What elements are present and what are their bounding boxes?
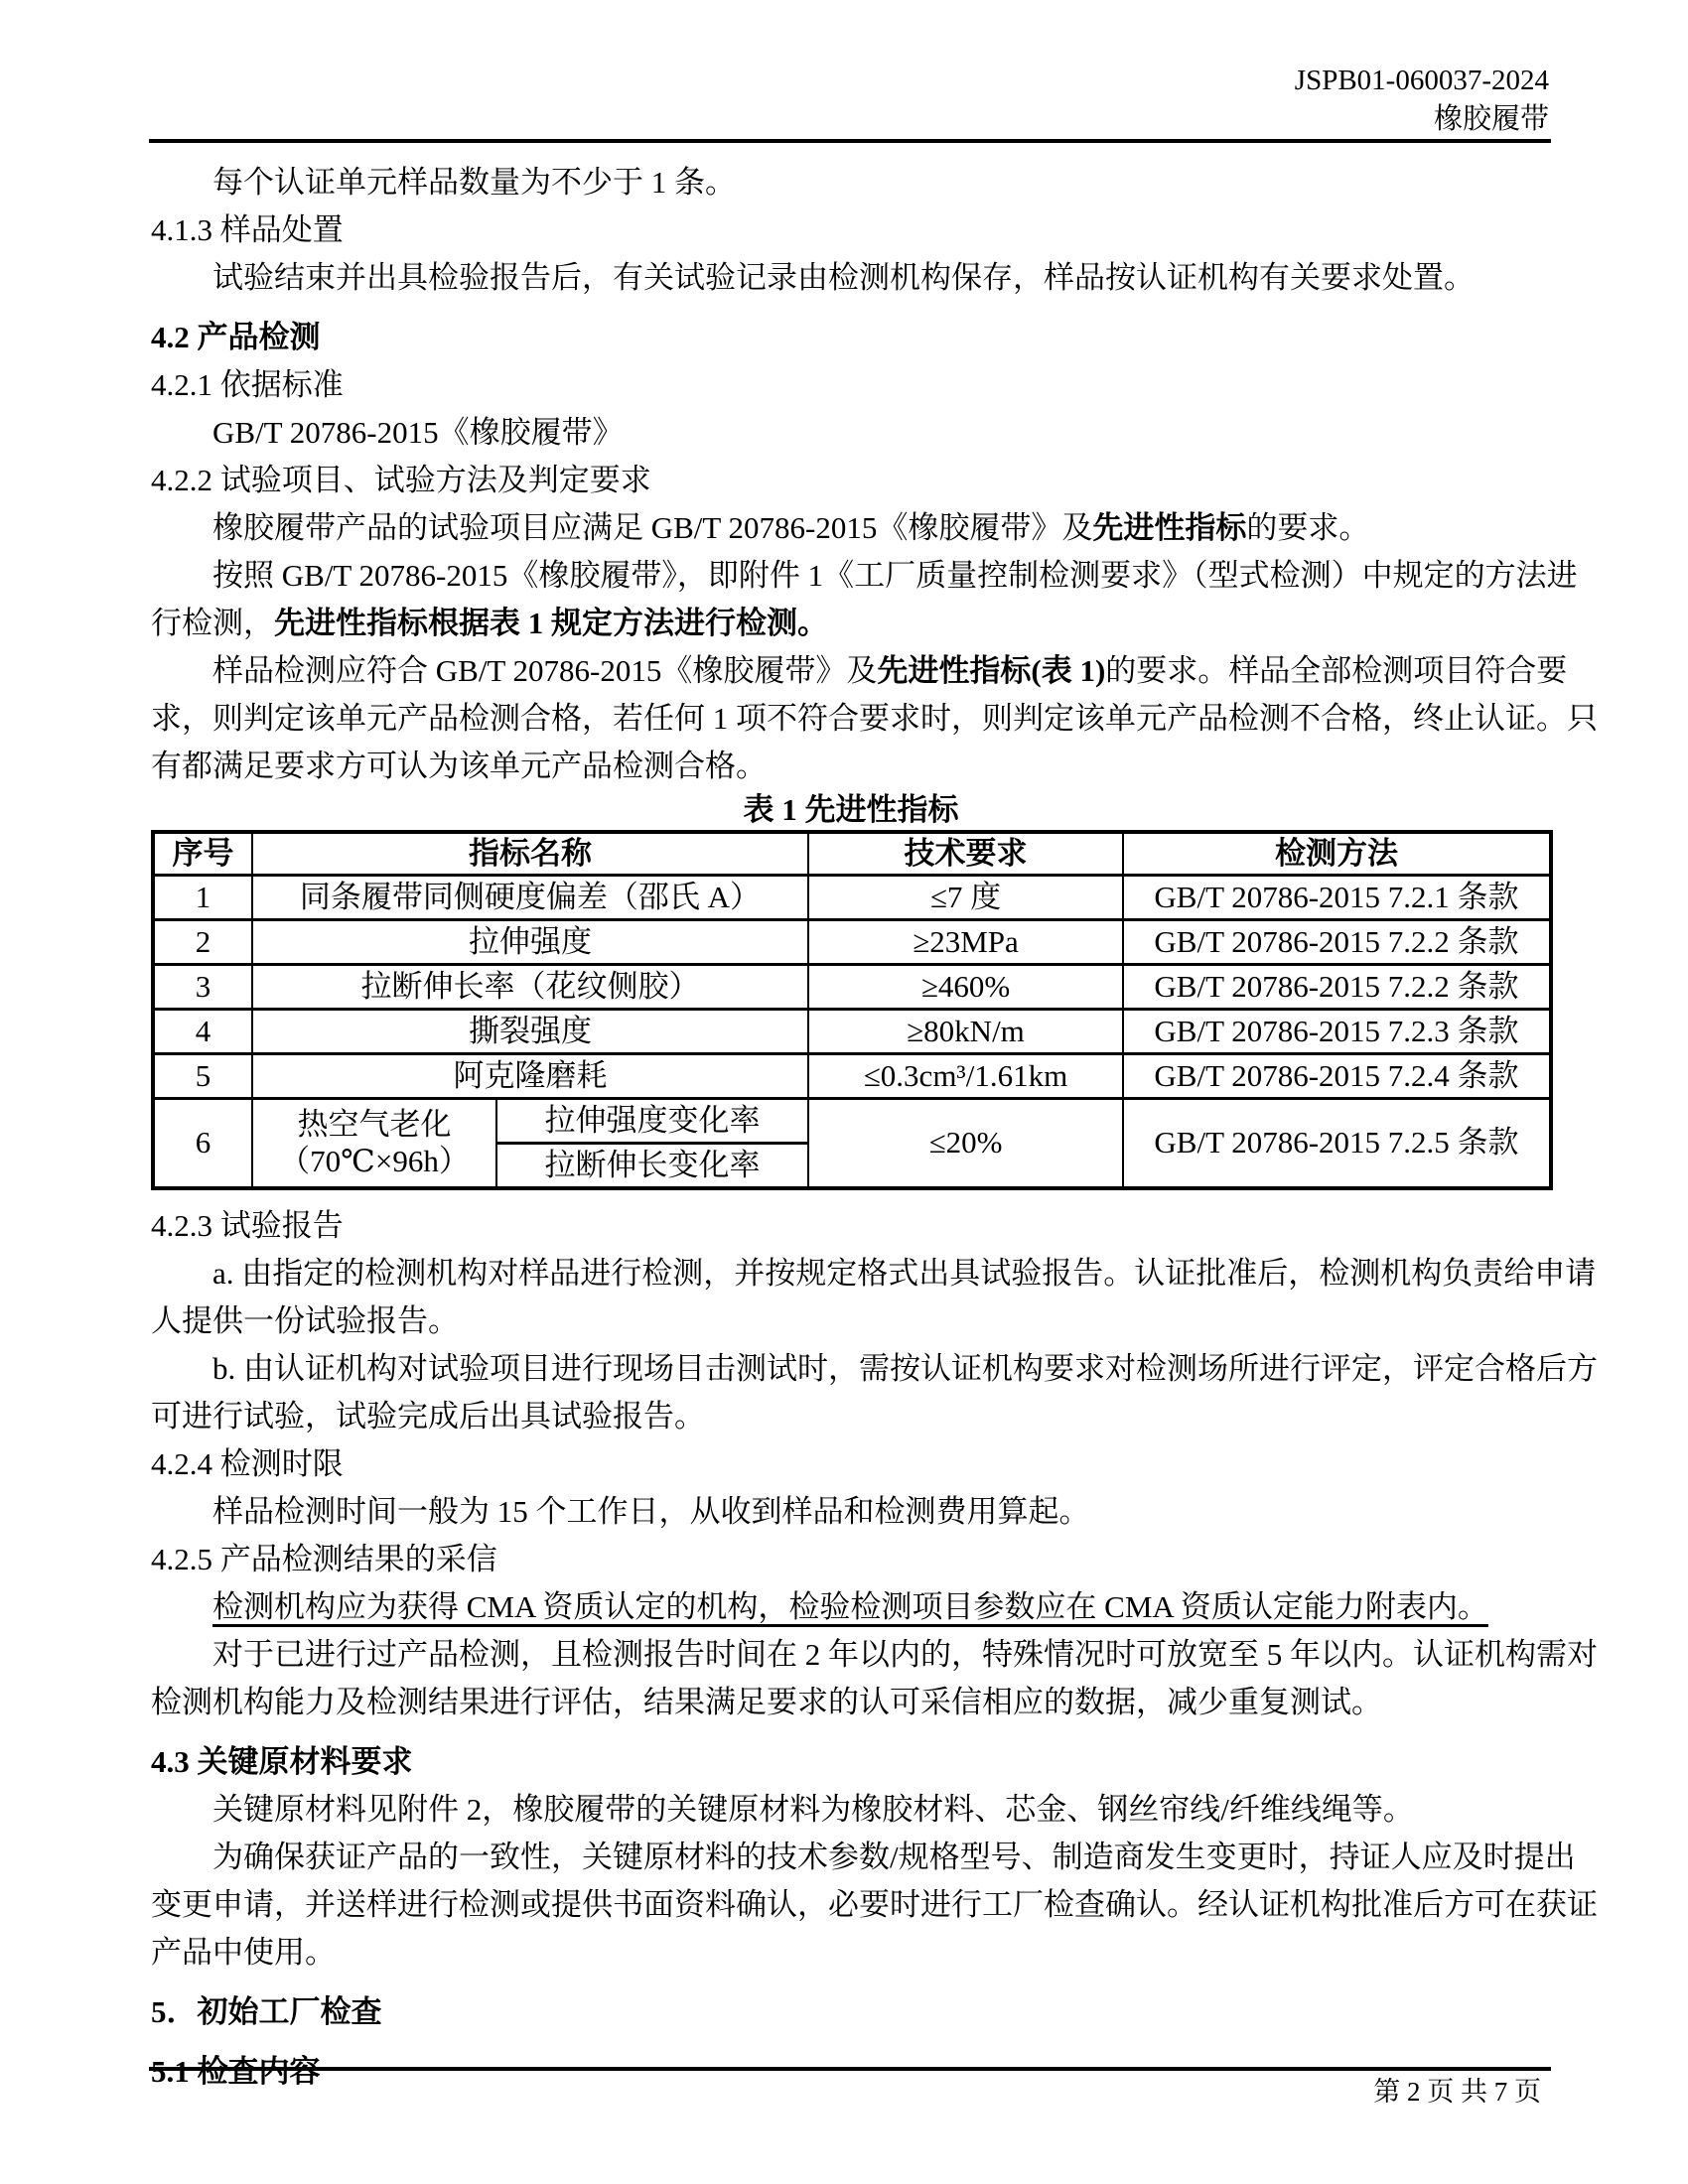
text-segment: 5.1 检查内容 <box>151 2054 321 2089</box>
header-divider <box>149 139 1551 143</box>
text-segment: 检测机构能力及检测结果进行评估，结果满足要求的认可采信相应的数据，减少重复测试。 <box>151 1685 1382 1719</box>
text-segment: 4.1.3 样品处置 <box>151 212 344 247</box>
text-segment: 可进行试验，试验完成后出具试验报告。 <box>151 1399 705 1433</box>
text-segment: 橡胶履带产品的试验项目应满足 GB/T 20786-2015《橡胶履带》及 <box>212 510 1093 545</box>
text-segment: 人提供一份试验报告。 <box>151 1303 459 1338</box>
text-segment: 4.2.5 产品检测结果的采信 <box>151 1542 497 1576</box>
table-header-row <box>153 832 1551 876</box>
advancement-indicators-table <box>151 830 1553 1190</box>
section-heading-4-2 <box>151 314 1551 361</box>
cell-name: 拉伸强度 <box>252 920 808 965</box>
text-segment: 先进性指标(表 1) <box>877 653 1106 688</box>
cell-no: 3 <box>153 965 252 1010</box>
text-segment: 有都满足要求方可认为该单元产品检测合格。 <box>151 749 767 783</box>
text-segment: 先进性指标根据表 1 规定方法进行检测。 <box>274 606 828 640</box>
table-title: 表 1 先进性指标 <box>743 792 959 827</box>
text-segment: 的要求。 <box>1246 510 1370 545</box>
text-segment: a. 由指定的检测机构对样品进行检测，并按规定格式出具试验报告。认证批准后，检测机构负责给申请 <box>212 1256 1597 1291</box>
paragraph-line <box>151 1583 1551 1631</box>
section-heading-4-1-3 <box>151 206 1551 254</box>
section-heading-4-3 <box>151 1738 1551 1786</box>
text-segment: 4.2 产品检测 <box>151 320 321 354</box>
text-segment: 样品检测应符合 GB/T 20786-2015《橡胶履带》及 <box>212 653 878 688</box>
table-row <box>153 1099 1551 1144</box>
name-line: 热空气老化 <box>297 1106 452 1142</box>
paragraph-line <box>151 1929 1551 1977</box>
paragraph-line <box>151 254 1551 302</box>
paragraph-line <box>151 552 1578 600</box>
page-header <box>151 62 1549 139</box>
text-segment: 先进性指标 <box>1092 510 1247 545</box>
cell-no: 5 <box>153 1054 252 1099</box>
cell-name: 撕裂强度 <box>252 1010 808 1054</box>
page-footer <box>149 2067 1551 2113</box>
cell-name: 阿克隆磨耗 <box>252 1054 808 1099</box>
header-cell-method: 检测方法 <box>1123 832 1551 876</box>
name-line: （70℃×96h） <box>279 1143 470 1178</box>
paragraph-line <box>151 1345 1598 1393</box>
table-row <box>153 920 1551 965</box>
text-segment: 4.2.1 依据标准 <box>151 367 344 402</box>
text-segment: 的要求。样品全部检测项目符合要 <box>1105 653 1568 688</box>
cell-method: GB/T 20786-2015 7.2.3 条款 <box>1123 1010 1551 1054</box>
text-segment: 每个认证单元样品数量为不少于 1 条。 <box>212 165 736 200</box>
table-body <box>153 876 1551 1189</box>
section-heading-4-2-1 <box>151 361 1551 409</box>
header-cell-name: 指标名称 <box>252 832 808 876</box>
cell-requirement: ≤7 度 <box>808 876 1123 920</box>
table-row <box>153 876 1551 920</box>
table-row <box>153 1010 1551 1054</box>
text-segment: 检测机构应为获得 CMA 资质认定的机构，检验检测项目参数应在 CMA 资质认定能力附表内。 <box>212 1589 1488 1624</box>
cell-method: GB/T 20786-2015 7.2.1 条款 <box>1123 876 1551 920</box>
section-heading-4-2-2 <box>151 457 1551 504</box>
text-segment: 产品中使用。 <box>151 1935 336 1970</box>
cell-name: 同条履带同侧硬度偏差（邵氏 A） <box>252 876 808 920</box>
page-number: 第 2 页 共 7 页 <box>1373 2077 1541 2107</box>
cell-name: 拉断伸长率（花纹侧胶） <box>252 965 808 1010</box>
text-segment: GB/T 20786-2015《橡胶履带》 <box>212 415 624 450</box>
cell-sub-indicator: 拉伸强度变化率 <box>496 1099 808 1144</box>
cell-no: 4 <box>153 1010 252 1054</box>
table-row <box>153 965 1551 1010</box>
text-segment: 试验结束并出具检验报告后，有关试验记录由检测机构保存，样品按认证机构有关要求处置。 <box>212 260 1475 295</box>
paragraph-line <box>151 1488 1551 1536</box>
paragraph-line <box>151 1631 1598 1679</box>
cell-method: GB/T 20786-2015 7.2.5 条款 <box>1123 1099 1551 1189</box>
section-heading-4-2-4 <box>151 1440 1551 1488</box>
paragraph-line <box>151 743 1551 790</box>
document-content <box>151 159 1598 2096</box>
cell-requirement: ≥23MPa <box>808 920 1123 965</box>
paragraph-line <box>151 1297 1551 1345</box>
table-wrapper <box>151 830 1551 1190</box>
section-heading-4-2-3 <box>151 1202 1551 1250</box>
doc-number: JSPB01-060037-2024 <box>1294 65 1549 96</box>
paragraph-line <box>151 504 1551 552</box>
cell-method: GB/T 20786-2015 7.2.2 条款 <box>1123 920 1551 965</box>
section-heading-4-2-5 <box>151 1536 1551 1583</box>
paragraph-line <box>151 1679 1551 1726</box>
cell-requirement: ≤20% <box>808 1099 1123 1189</box>
cell-requirement: ≥460% <box>808 965 1123 1010</box>
paragraph-line <box>151 1881 1598 1929</box>
text-segment: 4.2.4 检测时限 <box>151 1446 344 1481</box>
cell-method: GB/T 20786-2015 7.2.2 条款 <box>1123 965 1551 1010</box>
paragraph-line <box>151 600 1551 647</box>
section-heading-5 <box>151 1988 1551 2036</box>
paragraph-line <box>151 647 1568 695</box>
cell-requirement: ≤0.3cm³/1.61km <box>808 1054 1123 1099</box>
text-segment: 求，则判定该单元产品检测合格，若任何 1 项不符合要求时，则判定该单元产品检测不合格，终止认证。只 <box>151 701 1598 736</box>
header-cell-no: 序号 <box>153 832 252 876</box>
table-row <box>153 1054 1551 1099</box>
text-segment: 按照 GB/T 20786-2015《橡胶履带》，即附件 1《工厂质量控制检测要求》（型式检测）中规定的方法进 <box>212 558 1578 593</box>
paragraph-line <box>151 1834 1576 1881</box>
text-segment: 为确保获证产品的一致性，关键原材料的技术参数/规格型号、制造商发生变更时，持证人应及时提出 <box>212 1840 1576 1874</box>
cell-no: 2 <box>153 920 252 965</box>
table-head <box>153 832 1551 876</box>
paragraph-line <box>151 1393 1551 1440</box>
text-segment: 变更申请，并送样进行检测或提供书面资料确认，必要时进行工厂检查确认。经认证机构批准后方可在获证 <box>151 1887 1598 1922</box>
doc-title: 橡胶履带 <box>1433 103 1549 135</box>
text-segment: 4.2.3 试验报告 <box>151 1208 344 1243</box>
header-cell-requirement: 技术要求 <box>808 832 1123 876</box>
text-segment: 样品检测时间一般为 15 个工作日，从收到样品和检测费用算起。 <box>212 1494 1090 1529</box>
text-segment: 行检测， <box>151 606 274 640</box>
cell-no: 6 <box>153 1099 252 1189</box>
text-segment: 5．初始工厂检查 <box>151 1994 382 2029</box>
text-segment: 对于已进行过产品检测，且检测报告时间在 2 年以内的，特殊情况时可放宽至 5 年以内。认证机构需对 <box>212 1637 1598 1672</box>
cell-name <box>252 1099 496 1189</box>
paragraph-line <box>151 1250 1597 1297</box>
paragraph-line <box>151 695 1598 743</box>
paragraph-line <box>151 409 1551 457</box>
text-segment: 关键原材料见附件 2，橡胶履带的关键原材料为橡胶材料、芯金、钢丝帘线/纤维线绳等。 <box>212 1792 1414 1827</box>
cell-sub-indicator: 拉断伸长变化率 <box>496 1144 808 1189</box>
text-segment: 4.2.2 试验项目、试验方法及判定要求 <box>151 463 651 497</box>
paragraph-line <box>151 159 1551 206</box>
cell-no: 1 <box>153 876 252 920</box>
cell-requirement: ≥80kN/m <box>808 1010 1123 1054</box>
text-segment: 4.3 关键原材料要求 <box>151 1744 413 1779</box>
text-segment: b. 由认证机构对试验项目进行现场目击测试时，需按认证机构要求对检测场所进行评定，评定合格后方 <box>212 1351 1598 1386</box>
paragraph-line <box>151 1786 1551 1834</box>
cell-method: GB/T 20786-2015 7.2.4 条款 <box>1123 1054 1551 1099</box>
